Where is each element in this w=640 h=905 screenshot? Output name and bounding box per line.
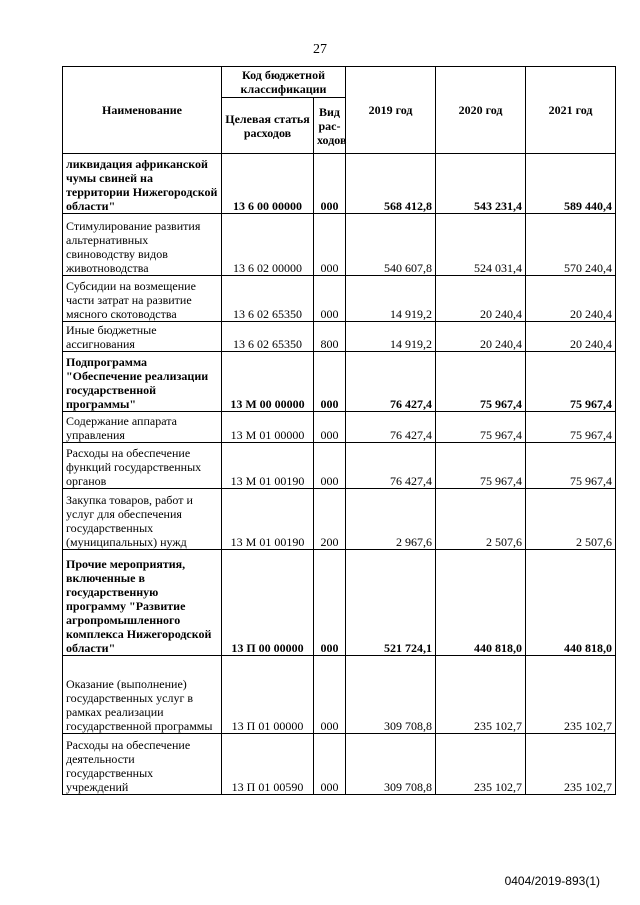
row-target-article: 13 П 01 00000 (222, 656, 314, 734)
header-budget-code: Код бюджетной классификации (222, 67, 346, 98)
row-name: ликвидация африканской чумы свиней на территории Нижегородской области" (63, 154, 222, 214)
row-value-2021: 20 240,4 (526, 322, 616, 352)
row-value-2020: 235 102,7 (436, 734, 526, 795)
row-target-article: 13 П 00 00000 (222, 550, 314, 656)
row-value-2019: 76 427,4 (346, 443, 436, 489)
row-value-2020: 75 967,4 (436, 412, 526, 443)
row-value-2019: 309 708,8 (346, 656, 436, 734)
table-header (63, 67, 616, 154)
row-value-2019: 14 919,2 (346, 322, 436, 352)
row-expense-type: 000 (314, 276, 346, 322)
table-row (63, 214, 616, 276)
row-value-2020: 524 031,4 (436, 214, 526, 276)
row-name: Расходы на обеспечение деятельности государственных учреждений (63, 734, 222, 795)
row-target-article: 13 6 02 65350 (222, 322, 314, 352)
row-value-2021: 75 967,4 (526, 352, 616, 412)
header-year-2020: 2020 год (436, 67, 526, 154)
row-value-2020: 20 240,4 (436, 276, 526, 322)
page-number: 27 (313, 42, 327, 57)
row-value-2019: 309 708,8 (346, 734, 436, 795)
row-value-2019: 76 427,4 (346, 352, 436, 412)
row-value-2021: 20 240,4 (526, 276, 616, 322)
row-name: Субсидии на возмещение части затрат на развитие мясного скотоводства (63, 276, 222, 322)
row-target-article: 13 6 00 00000 (222, 154, 314, 214)
row-value-2020: 543 231,4 (436, 154, 526, 214)
row-value-2021: 570 240,4 (526, 214, 616, 276)
table-row (63, 443, 616, 489)
row-name: Содержание аппарата управления (63, 412, 222, 443)
row-target-article: 13 М 01 00190 (222, 443, 314, 489)
table-row (63, 489, 616, 550)
row-value-2019: 76 427,4 (346, 412, 436, 443)
row-value-2021: 235 102,7 (526, 734, 616, 795)
row-value-2019: 540 607,8 (346, 214, 436, 276)
row-value-2020: 75 967,4 (436, 352, 526, 412)
row-expense-type: 000 (314, 352, 346, 412)
row-name: Стимулирование развития альтернативных свиноводству видов животноводства (63, 214, 222, 276)
row-value-2021: 75 967,4 (526, 412, 616, 443)
row-expense-type: 000 (314, 154, 346, 214)
row-name: Прочие мероприятия, включенные в государственную программу "Развитие агропромышленного комплекса Нижегородской области" (63, 550, 222, 656)
row-value-2021: 2 507,6 (526, 489, 616, 550)
row-value-2021: 235 102,7 (526, 656, 616, 734)
table-row (63, 412, 616, 443)
row-value-2020: 235 102,7 (436, 656, 526, 734)
table-body (63, 154, 616, 795)
table-row (63, 154, 616, 214)
row-value-2020: 20 240,4 (436, 322, 526, 352)
row-value-2021: 440 818,0 (526, 550, 616, 656)
row-name: Оказание (выполнение) государственных услуг в рамках реализации государственной программы (63, 656, 222, 734)
row-name: Закупка товаров, работ и услуг для обеспечения государственных (муниципальных) нужд (63, 489, 222, 550)
row-target-article: 13 П 01 00590 (222, 734, 314, 795)
row-target-article: 13 6 02 65350 (222, 276, 314, 322)
header-name: Наименование (63, 67, 222, 154)
row-expense-type: 000 (314, 443, 346, 489)
row-target-article: 13 М 01 00190 (222, 489, 314, 550)
row-expense-type: 000 (314, 550, 346, 656)
table-row (63, 352, 616, 412)
row-target-article: 13 6 02 00000 (222, 214, 314, 276)
row-value-2019: 568 412,8 (346, 154, 436, 214)
budget-table (62, 66, 616, 795)
row-name: Подпрограмма "Обеспечение реализации государственной программы" (63, 352, 222, 412)
row-value-2020: 75 967,4 (436, 443, 526, 489)
row-value-2019: 2 967,6 (346, 489, 436, 550)
row-expense-type: 200 (314, 489, 346, 550)
table-row (63, 656, 616, 734)
row-expense-type: 000 (314, 214, 346, 276)
row-value-2021: 589 440,4 (526, 154, 616, 214)
header-year-2019: 2019 год (346, 67, 436, 154)
row-value-2019: 521 724,1 (346, 550, 436, 656)
row-target-article: 13 М 00 00000 (222, 352, 314, 412)
table-row (63, 550, 616, 656)
row-value-2019: 14 919,2 (346, 276, 436, 322)
table-row (63, 276, 616, 322)
table-row (63, 322, 616, 352)
header-target-article: Целевая статья расходов (222, 98, 314, 154)
row-value-2020: 440 818,0 (436, 550, 526, 656)
row-target-article: 13 М 01 00000 (222, 412, 314, 443)
row-expense-type: 000 (314, 412, 346, 443)
header-year-2021: 2021 год (526, 67, 616, 154)
row-expense-type: 000 (314, 656, 346, 734)
row-expense-type: 000 (314, 734, 346, 795)
row-name: Иные бюджетные ассигнования (63, 322, 222, 352)
header-expense-type: Вид рас-ходов (314, 98, 346, 154)
row-value-2020: 2 507,6 (436, 489, 526, 550)
row-expense-type: 800 (314, 322, 346, 352)
table-row (63, 734, 616, 795)
row-name: Расходы на обеспечение функций государственных органов (63, 443, 222, 489)
row-value-2021: 75 967,4 (526, 443, 616, 489)
document-code: 0404/2019-893(1) (504, 874, 600, 888)
